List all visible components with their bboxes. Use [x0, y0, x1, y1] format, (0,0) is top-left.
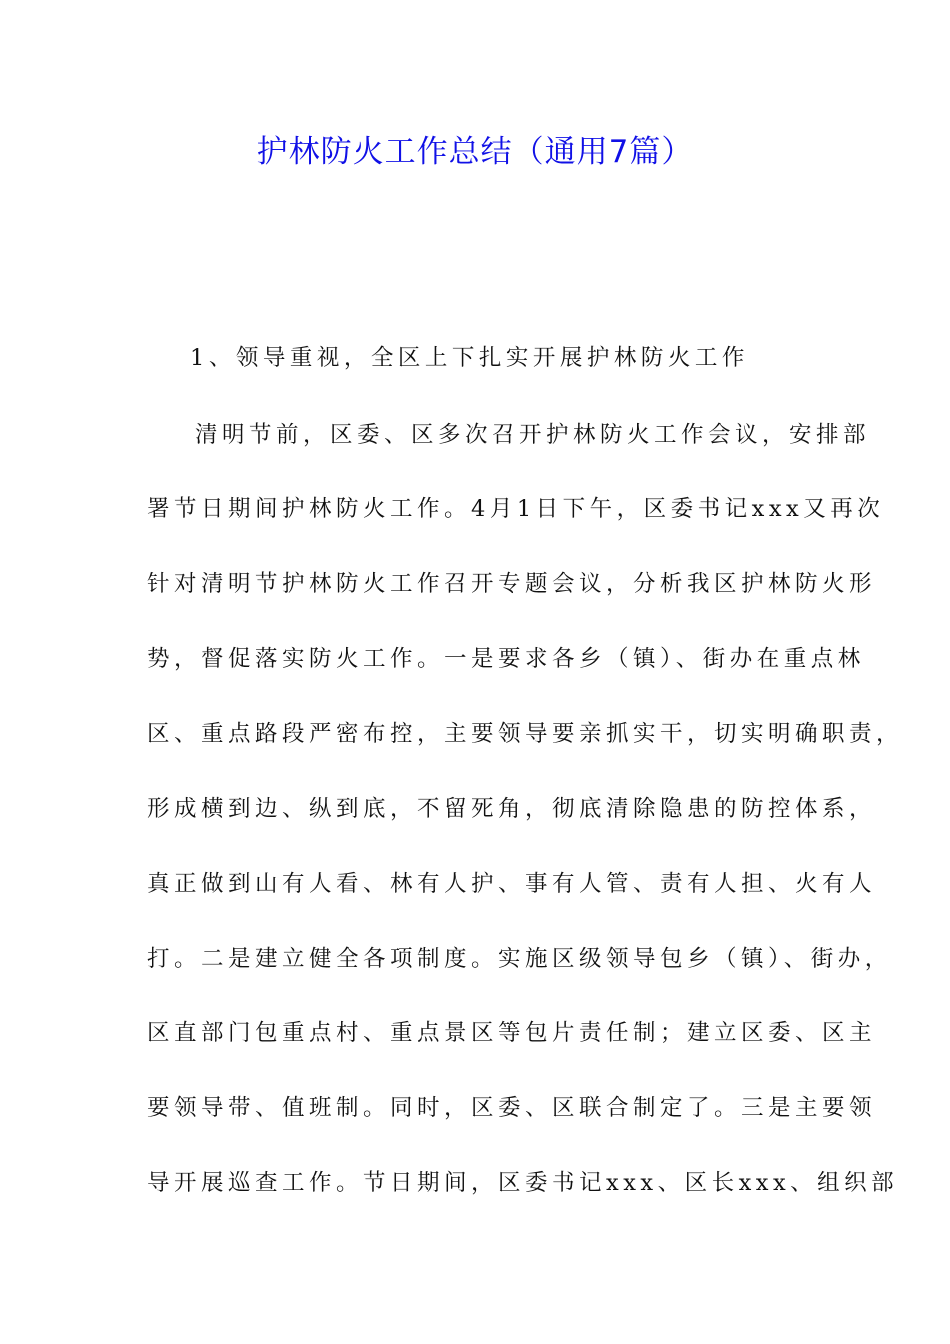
- paragraph-line: 针对清明节护林防火工作召开专题会议，分析我区护林防火形: [147, 571, 877, 597]
- paragraph-line: 打。二是建立健全各项制度。实施区级领导包乡（镇）、街办，: [147, 946, 892, 972]
- paragraph-line: 清明节前，区委、区多次召开护林防火工作会议，安排部: [195, 422, 871, 448]
- paragraph-line: 区、重点路段严密布控，主要领导要亲抓实干，切实明确职责，: [147, 721, 904, 747]
- paragraph-line: 势，督促落实防火工作。一是要求各乡（镇）、街办在重点林: [147, 646, 865, 672]
- section-heading: 1、领导重视，全区上下扎实开展护林防火工作: [190, 345, 749, 371]
- paragraph-line: 形成横到边、纵到底，不留死角，彻底清除隐患的防控体系，: [147, 796, 877, 822]
- document-title: 护林防火工作总结（通用7篇）: [256, 134, 694, 170]
- paragraph-line: 署节日期间护林防火工作。4月1日下午，区委书记xxx又再次: [147, 496, 885, 522]
- paragraph-line: 真正做到山有人看、林有人护、事有人管、责有人担、火有人: [147, 871, 877, 897]
- paragraph-line: 导开展巡查工作。节日期间，区委书记xxx、区长xxx、组织部: [147, 1170, 899, 1196]
- paragraph-line: 区直部门包重点村、重点景区等包片责任制；建立区委、区主: [147, 1020, 877, 1046]
- paragraph-line: 要领导带、值班制。同时，区委、区联合制定了。三是主要领: [147, 1095, 877, 1121]
